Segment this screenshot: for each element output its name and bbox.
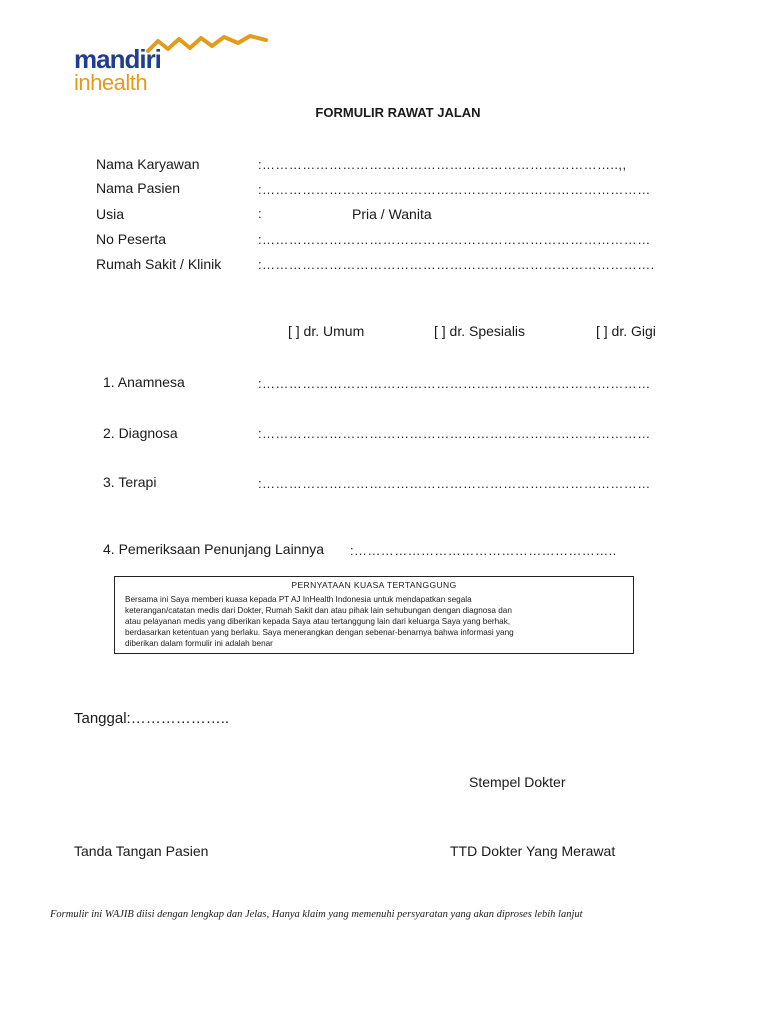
date-field[interactable]: Tanggal:……………….. bbox=[74, 710, 230, 727]
logo-wave-icon bbox=[146, 34, 272, 56]
field-input-rumah-sakit[interactable]: :……………………………………………………………………………. bbox=[258, 257, 655, 272]
statement-line: keterangan/catatan medis dari Dokter, Rumah Sakit dan atau pihak lain sehubungan dengan diagnosa dan bbox=[125, 606, 512, 615]
field-label-nama-pasien: Nama Pasien bbox=[96, 180, 181, 196]
section-label-diagnosa: 2. Diagnosa bbox=[103, 425, 178, 441]
section-input-diagnosa[interactable]: :…………………………………………………………………………… bbox=[258, 426, 651, 441]
checkbox-dr-umum[interactable]: [ ] dr. Umum bbox=[288, 323, 365, 339]
logo-text-mandiri: mandiri bbox=[74, 44, 161, 74]
field-label-usia: Usia bbox=[96, 206, 125, 222]
section-input-pemeriksaan-penunjang[interactable]: :………………………………………………….. bbox=[350, 543, 617, 558]
field-label-nama-karyawan: Nama Karyawan bbox=[96, 156, 200, 172]
doctor-signature-label: TTD Dokter Yang Merawat bbox=[450, 843, 616, 859]
section-input-anamnesa[interactable]: :…………………………………………………………………………… bbox=[258, 376, 651, 391]
section-label-pemeriksaan-penunjang: 4. Pemeriksaan Penunjang Lainnya bbox=[103, 541, 325, 557]
statement-line: atau pelayanan medis yang diberikan kepada Saya atau tertanggung lain dari keluarga Saya yang berhak, bbox=[125, 617, 511, 626]
footer-note: Formulir ini WAJIB diisi dengan lengkap dan Jelas, Hanya klaim yang memenuhi persyaratan yang akan diproses lebih lanjut bbox=[50, 909, 583, 920]
section-label-anamnesa: 1. Anamnesa bbox=[103, 374, 185, 390]
statement-line: berdasarkan ketentuan yang berlaku. Saya menerangkan dengan sebenar-benarnya bahwa informasi yang bbox=[125, 628, 514, 637]
statement-box bbox=[114, 576, 634, 654]
gender-options[interactable]: Pria / Wanita bbox=[352, 206, 432, 222]
field-input-no-peserta[interactable]: :…………………………………………………………………………… bbox=[258, 232, 651, 247]
field-input-nama-karyawan[interactable]: :……………………………………………………………………..,, bbox=[258, 157, 627, 172]
stamp-label: Stempel Dokter bbox=[469, 774, 566, 790]
mandiri-inhealth-logo bbox=[74, 34, 204, 96]
statement-title: PERNYATAAN KUASA TERTANGGUNG bbox=[291, 580, 457, 590]
field-input-usia[interactable]: : bbox=[258, 206, 263, 221]
field-label-rumah-sakit: Rumah Sakit / Klinik bbox=[96, 256, 222, 272]
field-input-nama-pasien[interactable]: :…………………………………………………………………………… bbox=[258, 182, 651, 197]
logo-text-inhealth: inhealth bbox=[74, 70, 148, 95]
field-label-no-peserta: No Peserta bbox=[96, 231, 167, 247]
checkbox-dr-gigi[interactable]: [ ] dr. Gigi bbox=[596, 323, 656, 339]
section-label-terapi: 3. Terapi bbox=[103, 474, 157, 490]
statement-line: Bersama ini Saya memberi kuasa kepada PT AJ InHealth Indonesia untuk mendapatkan segala bbox=[125, 595, 472, 604]
section-input-terapi[interactable]: :…………………………………………………………………………… bbox=[258, 476, 651, 491]
statement-line: diberikan dalam formulir ini adalah benar bbox=[125, 639, 273, 648]
form-title: FORMULIR RAWAT JALAN bbox=[315, 105, 481, 120]
patient-signature-label: Tanda Tangan Pasien bbox=[74, 843, 209, 859]
checkbox-dr-spesialis[interactable]: [ ] dr. Spesialis bbox=[434, 323, 526, 339]
